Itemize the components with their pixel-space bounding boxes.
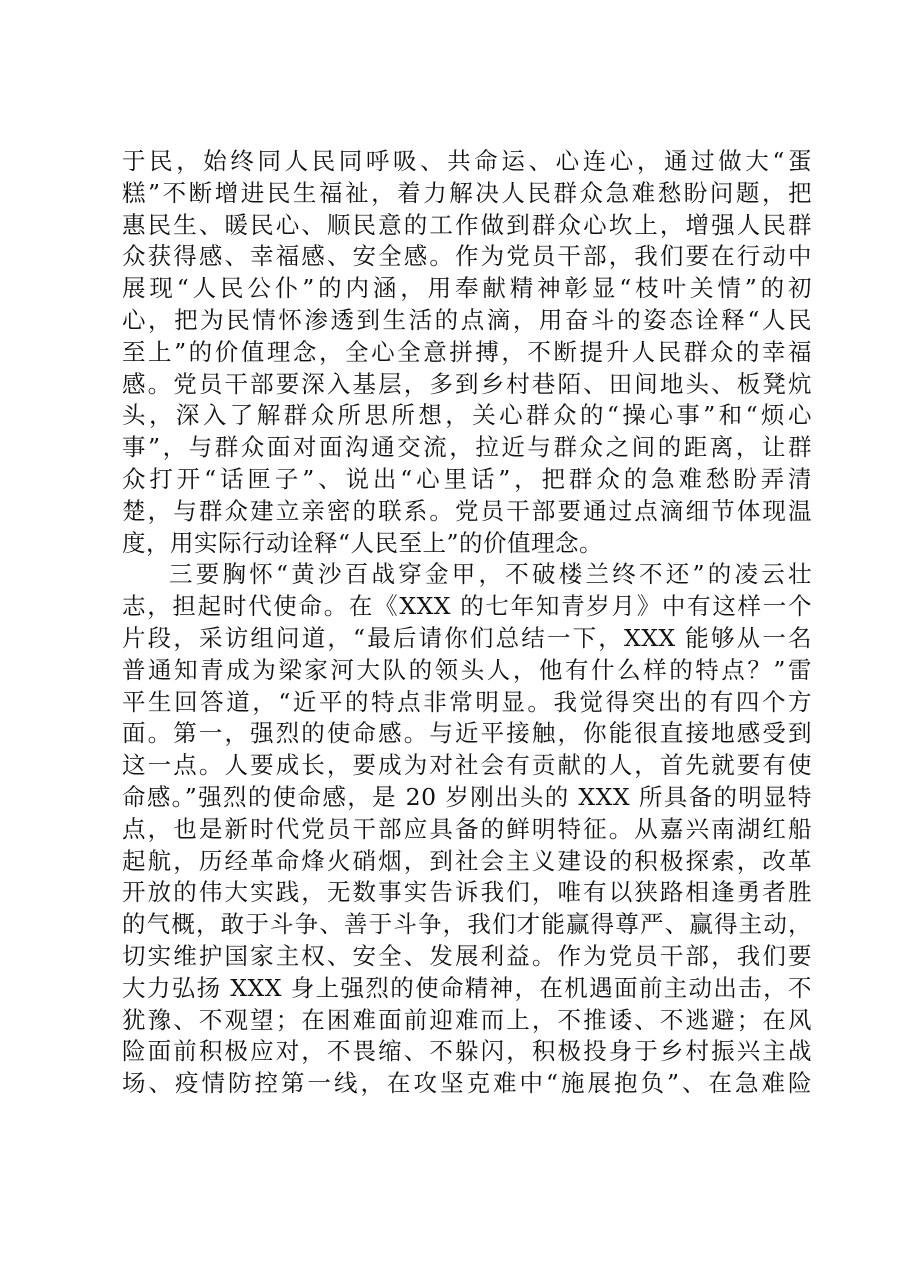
text-line: 楚，与群众建立亲密的联系。党员干部要通过点滴细节体现温 — [122, 496, 812, 525]
text-line: 这一点。人要成长，要成为对社会有贡献的人，首先就要有使 — [122, 751, 812, 780]
paragraph-start-line: 三要胸怀“黄沙百战穿金甲，不破楼兰终不还”的凌云壮 — [169, 560, 812, 589]
text-line: 的气概，敢于斗争、善于斗争，我们才能赢得尊严、赢得主动， — [122, 910, 812, 939]
text-line: 糕”不断增进民生福祉，着力解决人民群众急难愁盼问题，把 — [122, 178, 812, 207]
text-line: 大力弘扬 XXX 身上强烈的使命精神，在机遇面前主动出击，不 — [122, 973, 812, 1002]
text-line: 众打开“话匣子”、说出“心里话”，把群众的急难愁盼弄清 — [122, 464, 812, 493]
text-line: 点，也是新时代党员干部应具备的鲜明特征。从嘉兴南湖红船 — [122, 814, 812, 843]
text-line: 切实维护国家主权、安全、发展利益。作为党员干部，我们要 — [122, 941, 812, 970]
text-line: 惠民生、暖民心、顺民意的工作做到群众心坎上，增强人民群 — [122, 210, 812, 239]
text-line: 面。第一，强烈的使命感。与近平接触，你能很直接地感受到 — [122, 719, 812, 748]
text-line: 险面前积极应对，不畏缩、不躲闪，积极投身于乡村振兴主战 — [122, 1037, 812, 1066]
text-line: 事”，与群众面对面沟通交流，拉近与群众之间的距离，让群 — [122, 433, 812, 462]
text-line: 展现“人民公仆”的内涵，用奉献精神彰显“枝叶关情”的初 — [122, 274, 812, 303]
paragraph-end-line: 度，用实际行动诠释“人民至上”的价值理念。 — [122, 528, 604, 557]
text-line: 开放的伟大实践，无数事实告诉我们，唯有以狭路相逢勇者胜 — [122, 878, 812, 907]
text-line: 平生回答道，“近平的特点非常明显。我觉得突出的有四个方 — [122, 687, 812, 716]
text-line: 感。党员干部要深入基层，多到乡村巷陌、田间地头、板凳炕 — [122, 369, 812, 398]
text-line: 头，深入了解群众所思所想，关心群众的“操心事”和“烦心 — [122, 401, 812, 430]
body-text — [122, 146, 812, 1100]
text-line: 心，把为民情怀渗透到生活的点滴，用奋斗的姿态诠释“人民 — [122, 305, 812, 334]
text-line: 普通知青成为梁家河大队的领头人，他有什么样的特点？”雷 — [122, 655, 812, 684]
text-line: 犹豫、不观望；在困难面前迎难而上，不推诿、不逃避；在风 — [122, 1005, 812, 1034]
text-line: 起航，历经革命烽火硝烟，到社会主义建设的积极探索，改革 — [122, 846, 812, 875]
text-line: 众获得感、幸福感、安全感。作为党员干部，我们要在行动中 — [122, 242, 812, 271]
text-line: 志，担起时代使命。在《XXX 的七年知青岁月》中有这样一个 — [122, 592, 812, 621]
text-line: 片段，采访组问道，“最后请你们总结一下，XXX 能够从一名 — [122, 623, 812, 652]
text-line: 场、疫情防控第一线，在攻坚克难中“施展抱负”、在急难险 — [122, 1069, 812, 1098]
text-line: 命感。”强烈的使命感，是 20 岁刚出头的 XXX 所具备的明显特 — [122, 782, 812, 811]
text-line: 于民，始终同人民同呼吸、共命运、心连心，通过做大“蛋 — [122, 147, 812, 175]
text-line: 至上”的价值理念，全心全意拼搏，不断提升人民群众的幸福 — [122, 337, 812, 366]
